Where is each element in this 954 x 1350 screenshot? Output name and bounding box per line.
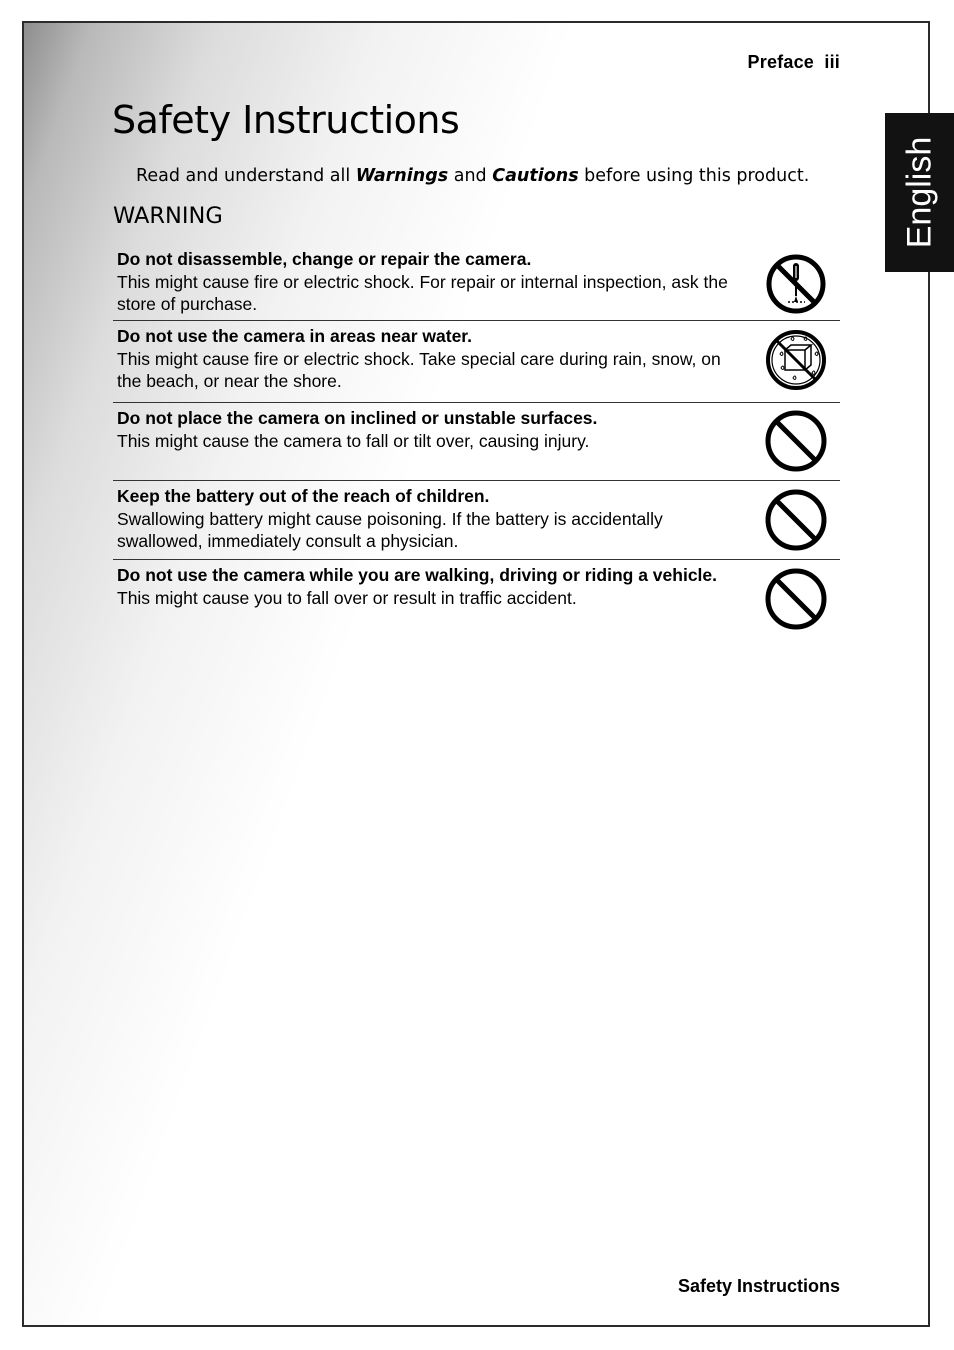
no-water-icon bbox=[764, 328, 828, 392]
warning-item bbox=[113, 403, 840, 481]
intro-paragraph bbox=[136, 166, 809, 186]
warning-item-title: Do not use the camera in areas near water. bbox=[117, 326, 473, 346]
warning-item-title: Do not use the camera while you are walking, driving or riding a vehicle. bbox=[117, 565, 718, 585]
intro-warnings-word: Warnings bbox=[355, 166, 449, 186]
warning-item-text bbox=[113, 244, 749, 316]
warning-item-body: This might cause fire or electric shock. For repair or internal inspection, ask the store of purchase. bbox=[117, 271, 728, 314]
warning-item bbox=[113, 481, 840, 560]
warning-item-text bbox=[113, 403, 749, 452]
warning-item-title: Do not place the camera on inclined or unstable surfaces. bbox=[117, 408, 598, 428]
prohibited-icon bbox=[764, 567, 828, 631]
intro-text-after: before using this product. bbox=[578, 166, 810, 186]
page-header-section-label: Preface iii bbox=[747, 52, 840, 72]
intro-text-middle: and bbox=[448, 166, 493, 186]
warning-item-body: This might cause the camera to fall or tilt over, causing injury. bbox=[117, 430, 590, 451]
warning-item bbox=[113, 321, 840, 403]
warning-item-body: Swallowing battery might cause poisoning. If the battery is accidentally swallowed, immediately consult a physician. bbox=[117, 508, 663, 551]
warning-item-body: This might cause fire or electric shock. Take special care during rain, snow, on the beach, or near the shore. bbox=[117, 348, 721, 391]
warning-item bbox=[113, 244, 840, 321]
warning-heading: WARNING bbox=[113, 203, 223, 229]
warning-item-text bbox=[113, 321, 749, 393]
page-title: Safety Instructions bbox=[112, 98, 460, 142]
warning-item-body: This might cause you to fall over or result in traffic accident. bbox=[117, 587, 577, 608]
warning-item-text bbox=[113, 481, 749, 553]
warning-item-title: Keep the battery out of the reach of children. bbox=[117, 486, 490, 506]
language-tab-label: English bbox=[900, 136, 939, 249]
language-tab bbox=[885, 113, 954, 272]
warning-item-text bbox=[113, 560, 749, 609]
warning-list bbox=[113, 244, 840, 640]
no-disassembly-icon bbox=[764, 252, 828, 316]
intro-text-before: Read and understand all bbox=[136, 166, 356, 186]
warning-item bbox=[113, 560, 840, 640]
warning-item-title: Do not disassemble, change or repair the camera. bbox=[117, 249, 532, 269]
page-footer-label: Safety Instructions bbox=[677, 1276, 840, 1296]
intro-cautions-word: Cautions bbox=[492, 166, 579, 186]
prohibited-icon bbox=[764, 409, 828, 473]
prohibited-icon bbox=[764, 488, 828, 552]
